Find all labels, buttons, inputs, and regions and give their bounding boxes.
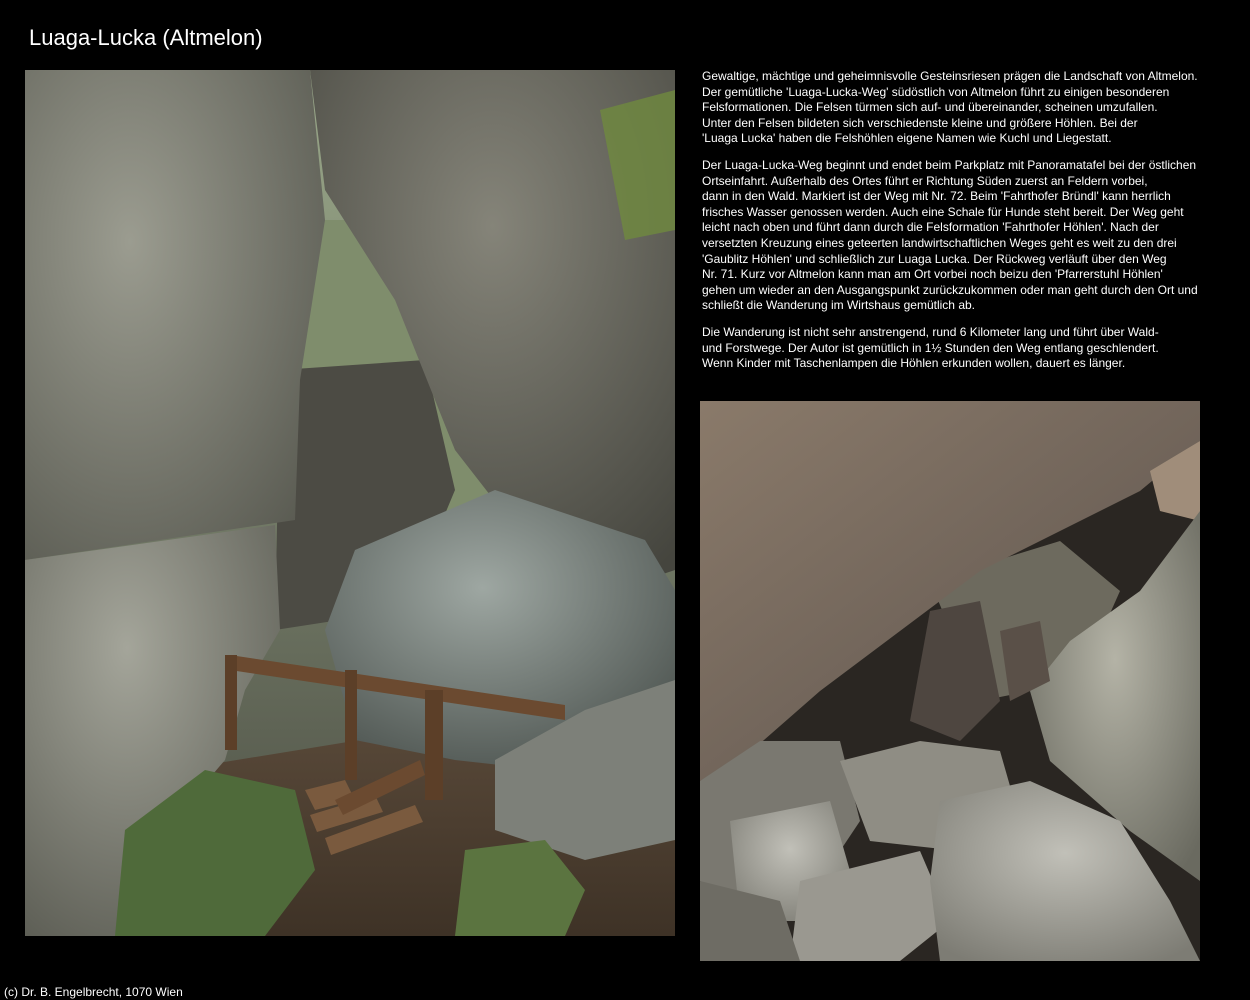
description-text	[702, 69, 1212, 383]
page-title: Luaga-Lucka (Altmelon)	[29, 25, 263, 50]
rock-cave-image	[700, 401, 1200, 961]
photo-rock-cave	[700, 401, 1200, 961]
description-paragraph: Der Luaga-Lucka-Weg beginnt und endet beim Parkplatz mit Panoramatafel bei der östlichen Ortseinfahrt. Außerhalb des Ortes führt er Richtung Süden zuerst an Feldern vorbei, dann in den Wald. Markiert ist der Weg mit Nr. 72. Beim 'Fahrthofer Bründl' kann herrlich frisches Wasser genossen werden. Auch eine Schale für Hunde steht bereit. Der Weg geht leicht nach oben und führt dann durch die Felsformation 'Fahrthofer Höhlen'. Nach der versetzten Kreuzung eines geteerten landwirtschaftlichen Weges geht es weit zu den drei 'Gaublitz Höhlen' und schließlich zur Luaga Lucka. Der Rückweg verläuft über den Weg Nr. 71. Kurz vor Altmelon kann man am Ort vorbei noch beizu den 'Pfarrerstuhl Höhlen' gehen um wieder an den Ausgangspunkt zurückzukommen oder man geht durch den Ort und schließt die Wanderung im Wirtshaus gemütlich ab.	[702, 157, 1198, 313]
rock-passage-image	[25, 70, 675, 936]
copyright-notice: (c) Dr. B. Engelbrecht, 1070 Wien	[4, 985, 183, 999]
photo-rock-passage	[25, 70, 675, 936]
description-paragraph: Gewaltige, mächtige und geheimnisvolle Gesteinsriesen prägen die Landschaft von Altmelon. Der gemütliche 'Luaga-Lucka-Weg' südöstlich von Altmelon führt zu einigen besonderen Felsformationen. Die Felsen türmen sich auf- und übereinander, scheinen umzufallen. Unter den Felsen bildeten sich verschiedenste kleine und größere Höhlen. Bei der 'Luaga Lucka' haben die Felshöhlen eigene Namen wie Kuchl und Liegestatt.	[702, 69, 1198, 146]
description-paragraph: Die Wanderung ist nicht sehr anstrengend, rund 6 Kilometer lang und führt über Wald- und Forstwege. Der Autor ist gemütlich in 1½ Stunden den Weg entlang geschlendert. Wenn Kinder mit Taschenlampen die Höhlen erkunden wollen, dauert es länger.	[702, 324, 1159, 371]
